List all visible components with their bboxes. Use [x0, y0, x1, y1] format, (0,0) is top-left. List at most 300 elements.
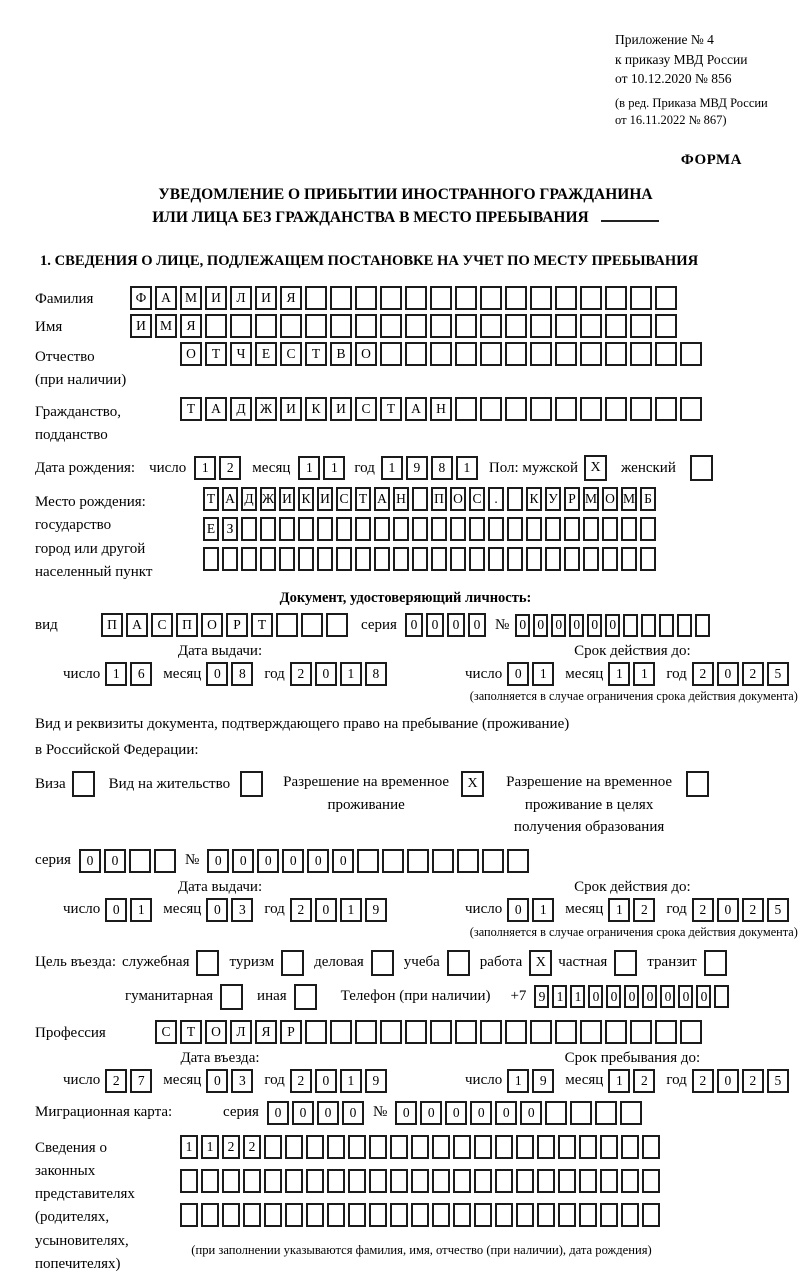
residence-issue-year-cells[interactable] [290, 898, 390, 922]
char-cell[interactable] [330, 1020, 352, 1044]
char-cell[interactable]: 0 [207, 849, 229, 873]
char-cell[interactable] [355, 286, 377, 310]
char-cell[interactable]: 2 [243, 1135, 261, 1159]
char-cell[interactable] [222, 547, 238, 571]
char-cell[interactable]: И [279, 487, 295, 511]
char-cell[interactable]: 0 [507, 898, 529, 922]
char-cell[interactable] [203, 547, 219, 571]
residence-number-cells[interactable] [207, 849, 532, 873]
char-cell[interactable] [230, 314, 252, 338]
char-cell[interactable] [380, 342, 402, 366]
char-cell[interactable]: 3 [231, 898, 253, 922]
migration-number-cells[interactable] [395, 1101, 645, 1125]
char-cell[interactable] [564, 547, 580, 571]
char-cell[interactable] [602, 547, 618, 571]
char-cell[interactable]: 1 [507, 1069, 529, 1093]
char-cell[interactable] [655, 342, 677, 366]
char-cell[interactable] [605, 342, 627, 366]
char-cell[interactable] [336, 517, 352, 541]
patronymic-cells[interactable] [180, 342, 705, 366]
char-cell[interactable] [205, 314, 227, 338]
char-cell[interactable] [623, 614, 638, 637]
char-cell[interactable]: А [374, 487, 390, 511]
char-cell[interactable] [600, 1135, 618, 1159]
char-cell[interactable]: Т [205, 342, 227, 366]
char-cell[interactable] [690, 455, 713, 481]
char-cell[interactable]: 5 [767, 898, 789, 922]
char-cell[interactable]: 9 [532, 1069, 554, 1093]
char-cell[interactable] [507, 849, 529, 873]
issue-year-cells[interactable] [290, 662, 390, 686]
char-cell[interactable] [447, 950, 470, 976]
char-cell[interactable] [630, 286, 652, 310]
char-cell[interactable]: К [526, 487, 542, 511]
char-cell[interactable] [537, 1169, 555, 1193]
char-cell[interactable]: 1 [201, 1135, 219, 1159]
char-cell[interactable] [355, 547, 371, 571]
char-cell[interactable] [580, 314, 602, 338]
char-cell[interactable] [480, 314, 502, 338]
char-cell[interactable]: 1 [105, 662, 127, 686]
char-cell[interactable] [430, 286, 452, 310]
char-cell[interactable] [570, 1101, 592, 1125]
char-cell[interactable] [180, 1169, 198, 1193]
char-cell[interactable]: 2 [692, 898, 714, 922]
char-cell[interactable]: 2 [742, 898, 764, 922]
char-cell[interactable]: Н [393, 487, 409, 511]
char-cell[interactable]: В [330, 342, 352, 366]
char-cell[interactable]: 0 [495, 1101, 517, 1125]
char-cell[interactable] [196, 950, 219, 976]
char-cell[interactable] [243, 1203, 261, 1227]
citizenship-cells[interactable] [180, 397, 705, 421]
char-cell[interactable] [488, 547, 504, 571]
char-cell[interactable] [260, 547, 276, 571]
temp-residence-checkbox[interactable] [461, 771, 484, 797]
char-cell[interactable] [430, 1020, 452, 1044]
residence-issue-month-cells[interactable] [206, 898, 256, 922]
birth-month-cells[interactable] [298, 456, 348, 480]
char-cell[interactable]: 0 [447, 613, 465, 637]
char-cell[interactable] [530, 397, 552, 421]
firstname-cells[interactable] [130, 314, 680, 338]
purpose-study-checkbox[interactable] [447, 950, 470, 976]
char-cell[interactable]: Ж [255, 397, 277, 421]
char-cell[interactable] [507, 517, 523, 541]
char-cell[interactable]: Я [180, 314, 202, 338]
char-cell[interactable] [686, 771, 709, 797]
char-cell[interactable] [431, 517, 447, 541]
char-cell[interactable]: Т [355, 487, 371, 511]
char-cell[interactable]: 5 [767, 1069, 789, 1093]
char-cell[interactable] [714, 985, 729, 1008]
representatives-cells-2[interactable] [180, 1169, 663, 1193]
char-cell[interactable]: 7 [130, 1069, 152, 1093]
char-cell[interactable] [357, 849, 379, 873]
char-cell[interactable] [243, 1169, 261, 1193]
char-cell[interactable]: 1 [552, 985, 567, 1008]
char-cell[interactable] [432, 1203, 450, 1227]
char-cell[interactable] [453, 1203, 471, 1227]
sex-female-checkbox[interactable] [690, 455, 713, 481]
issue-month-cells[interactable] [206, 662, 256, 686]
char-cell[interactable]: Л [230, 1020, 252, 1044]
char-cell[interactable] [450, 517, 466, 541]
char-cell[interactable] [411, 1203, 429, 1227]
char-cell[interactable]: 0 [257, 849, 279, 873]
birth-day-cells[interactable] [194, 456, 244, 480]
char-cell[interactable]: 1 [340, 1069, 362, 1093]
char-cell[interactable] [405, 314, 427, 338]
sex-male-checkbox[interactable] [584, 455, 607, 481]
char-cell[interactable]: 0 [551, 614, 566, 637]
char-cell[interactable] [505, 342, 527, 366]
char-cell[interactable] [380, 286, 402, 310]
char-cell[interactable] [537, 1135, 555, 1159]
char-cell[interactable] [655, 286, 677, 310]
char-cell[interactable] [326, 613, 348, 637]
stay-month-cells[interactable] [608, 1069, 658, 1093]
char-cell[interactable]: Т [180, 397, 202, 421]
issue-day-cells[interactable] [105, 662, 155, 686]
char-cell[interactable] [393, 517, 409, 541]
char-cell[interactable]: 0 [533, 614, 548, 637]
phone-cells[interactable] [534, 985, 732, 1008]
char-cell[interactable] [405, 342, 427, 366]
char-cell[interactable] [241, 517, 257, 541]
char-cell[interactable]: 0 [420, 1101, 442, 1125]
char-cell[interactable]: 0 [342, 1101, 364, 1125]
char-cell[interactable] [432, 1169, 450, 1193]
char-cell[interactable] [317, 517, 333, 541]
char-cell[interactable] [505, 397, 527, 421]
char-cell[interactable] [655, 397, 677, 421]
char-cell[interactable]: 0 [282, 849, 304, 873]
stay-day-cells[interactable] [507, 1069, 557, 1093]
char-cell[interactable]: 0 [206, 662, 228, 686]
char-cell[interactable]: 0 [405, 613, 423, 637]
char-cell[interactable] [580, 397, 602, 421]
char-cell[interactable]: 2 [692, 662, 714, 686]
char-cell[interactable] [374, 517, 390, 541]
char-cell[interactable]: 0 [468, 613, 486, 637]
char-cell[interactable]: А [222, 487, 238, 511]
char-cell[interactable]: 1 [633, 662, 655, 686]
residence-series-cells[interactable] [79, 849, 179, 873]
expiry-month-cells[interactable] [608, 662, 658, 686]
char-cell[interactable]: Ч [230, 342, 252, 366]
char-cell[interactable]: 3 [231, 1069, 253, 1093]
char-cell[interactable] [455, 1020, 477, 1044]
char-cell[interactable] [371, 950, 394, 976]
char-cell[interactable] [327, 1169, 345, 1193]
surname-cells[interactable] [130, 286, 680, 310]
char-cell[interactable]: 0 [315, 898, 337, 922]
char-cell[interactable]: 8 [231, 662, 253, 686]
char-cell[interactable] [220, 984, 243, 1010]
char-cell[interactable] [580, 1020, 602, 1044]
char-cell[interactable] [405, 286, 427, 310]
char-cell[interactable] [430, 314, 452, 338]
char-cell[interactable]: И [130, 314, 152, 338]
char-cell[interactable]: 0 [624, 985, 639, 1008]
representatives-cells-1[interactable] [180, 1135, 663, 1159]
char-cell[interactable]: А [205, 397, 227, 421]
char-cell[interactable] [240, 771, 263, 797]
char-cell[interactable] [411, 1169, 429, 1193]
char-cell[interactable] [298, 547, 314, 571]
char-cell[interactable] [327, 1203, 345, 1227]
char-cell[interactable] [327, 1135, 345, 1159]
char-cell[interactable] [555, 397, 577, 421]
char-cell[interactable] [600, 1203, 618, 1227]
char-cell[interactable]: 1 [608, 1069, 630, 1093]
char-cell[interactable] [614, 950, 637, 976]
char-cell[interactable] [505, 1020, 527, 1044]
char-cell[interactable]: 1 [570, 985, 585, 1008]
char-cell[interactable]: 0 [605, 614, 620, 637]
char-cell[interactable]: О [450, 487, 466, 511]
char-cell[interactable] [285, 1203, 303, 1227]
char-cell[interactable] [280, 314, 302, 338]
char-cell[interactable] [564, 517, 580, 541]
char-cell[interactable] [480, 1020, 502, 1044]
char-cell[interactable]: И [255, 286, 277, 310]
char-cell[interactable] [369, 1203, 387, 1227]
char-cell[interactable] [276, 613, 298, 637]
char-cell[interactable] [641, 614, 656, 637]
char-cell[interactable] [580, 342, 602, 366]
char-cell[interactable]: Т [380, 397, 402, 421]
char-cell[interactable]: У [545, 487, 561, 511]
char-cell[interactable] [579, 1135, 597, 1159]
char-cell[interactable] [495, 1169, 513, 1193]
char-cell[interactable] [330, 314, 352, 338]
purpose-humanitarian-checkbox[interactable] [220, 984, 243, 1010]
char-cell[interactable]: С [151, 613, 173, 637]
char-cell[interactable] [306, 1169, 324, 1193]
char-cell[interactable] [455, 286, 477, 310]
char-cell[interactable] [530, 314, 552, 338]
entry-month-cells[interactable] [206, 1069, 256, 1093]
char-cell[interactable]: 2 [633, 898, 655, 922]
char-cell[interactable] [301, 613, 323, 637]
char-cell[interactable]: 2 [633, 1069, 655, 1093]
char-cell[interactable] [412, 517, 428, 541]
char-cell[interactable]: К [305, 397, 327, 421]
purpose-other-checkbox[interactable] [294, 984, 317, 1010]
char-cell[interactable] [642, 1169, 660, 1193]
char-cell[interactable]: 8 [431, 456, 453, 480]
char-cell[interactable]: 0 [470, 1101, 492, 1125]
doc-type-cells[interactable] [101, 613, 351, 637]
entry-year-cells[interactable] [290, 1069, 390, 1093]
char-cell[interactable]: X [529, 950, 552, 976]
char-cell[interactable] [264, 1169, 282, 1193]
char-cell[interactable] [348, 1203, 366, 1227]
char-cell[interactable]: Ф [130, 286, 152, 310]
char-cell[interactable]: Д [241, 487, 257, 511]
char-cell[interactable]: 0 [678, 985, 693, 1008]
char-cell[interactable]: 2 [105, 1069, 127, 1093]
char-cell[interactable] [201, 1169, 219, 1193]
char-cell[interactable]: Л [230, 286, 252, 310]
char-cell[interactable] [704, 950, 727, 976]
char-cell[interactable]: Р [564, 487, 580, 511]
char-cell[interactable]: 1 [298, 456, 320, 480]
char-cell[interactable] [640, 517, 656, 541]
char-cell[interactable] [530, 286, 552, 310]
char-cell[interactable] [154, 849, 176, 873]
char-cell[interactable] [621, 517, 637, 541]
char-cell[interactable]: 0 [104, 849, 126, 873]
char-cell[interactable] [380, 314, 402, 338]
char-cell[interactable] [580, 286, 602, 310]
char-cell[interactable] [469, 517, 485, 541]
char-cell[interactable]: 1 [456, 456, 478, 480]
representatives-cells-3[interactable] [180, 1203, 663, 1227]
char-cell[interactable] [621, 1203, 639, 1227]
char-cell[interactable] [480, 342, 502, 366]
char-cell[interactable] [411, 1135, 429, 1159]
char-cell[interactable]: 2 [692, 1069, 714, 1093]
char-cell[interactable] [294, 984, 317, 1010]
temp-residence-education-checkbox[interactable] [686, 771, 709, 797]
residence-expiry-day-cells[interactable] [507, 898, 557, 922]
char-cell[interactable]: 0 [105, 898, 127, 922]
char-cell[interactable] [516, 1169, 534, 1193]
char-cell[interactable] [474, 1169, 492, 1193]
char-cell[interactable] [305, 314, 327, 338]
char-cell[interactable] [507, 487, 523, 511]
char-cell[interactable] [390, 1203, 408, 1227]
char-cell[interactable] [600, 1169, 618, 1193]
char-cell[interactable]: З [222, 517, 238, 541]
char-cell[interactable]: Я [280, 286, 302, 310]
char-cell[interactable]: А [126, 613, 148, 637]
char-cell[interactable]: А [405, 397, 427, 421]
char-cell[interactable] [516, 1135, 534, 1159]
expiry-year-cells[interactable] [692, 662, 792, 686]
char-cell[interactable]: 0 [642, 985, 657, 1008]
purpose-official-checkbox[interactable] [196, 950, 219, 976]
char-cell[interactable] [621, 1169, 639, 1193]
char-cell[interactable] [469, 547, 485, 571]
purpose-private-checkbox[interactable] [614, 950, 637, 976]
char-cell[interactable] [306, 1203, 324, 1227]
char-cell[interactable]: 1 [608, 898, 630, 922]
char-cell[interactable] [480, 397, 502, 421]
char-cell[interactable] [507, 547, 523, 571]
char-cell[interactable]: О [201, 613, 223, 637]
char-cell[interactable] [621, 1135, 639, 1159]
char-cell[interactable]: 0 [606, 985, 621, 1008]
char-cell[interactable]: И [280, 397, 302, 421]
purpose-transit-checkbox[interactable] [704, 950, 727, 976]
char-cell[interactable]: 0 [206, 1069, 228, 1093]
char-cell[interactable]: Т [251, 613, 273, 637]
char-cell[interactable]: X [461, 771, 484, 797]
char-cell[interactable] [455, 314, 477, 338]
char-cell[interactable]: 1 [381, 456, 403, 480]
char-cell[interactable] [431, 547, 447, 571]
char-cell[interactable] [201, 1203, 219, 1227]
char-cell[interactable] [430, 342, 452, 366]
char-cell[interactable] [453, 1169, 471, 1193]
char-cell[interactable]: 2 [742, 1069, 764, 1093]
char-cell[interactable] [180, 1203, 198, 1227]
expiry-day-cells[interactable] [507, 662, 557, 686]
char-cell[interactable]: 1 [194, 456, 216, 480]
char-cell[interactable] [583, 547, 599, 571]
char-cell[interactable] [620, 1101, 642, 1125]
char-cell[interactable]: Ж [260, 487, 276, 511]
char-cell[interactable]: 0 [717, 662, 739, 686]
char-cell[interactable] [555, 286, 577, 310]
char-cell[interactable]: 0 [569, 614, 584, 637]
char-cell[interactable]: И [205, 286, 227, 310]
char-cell[interactable] [558, 1203, 576, 1227]
char-cell[interactable] [279, 517, 295, 541]
char-cell[interactable]: 0 [267, 1101, 289, 1125]
char-cell[interactable] [655, 314, 677, 338]
char-cell[interactable] [555, 342, 577, 366]
char-cell[interactable] [317, 547, 333, 571]
char-cell[interactable] [305, 1020, 327, 1044]
char-cell[interactable]: 0 [206, 898, 228, 922]
char-cell[interactable] [455, 342, 477, 366]
char-cell[interactable]: Т [305, 342, 327, 366]
birth-year-cells[interactable] [381, 456, 481, 480]
char-cell[interactable] [495, 1203, 513, 1227]
char-cell[interactable]: А [155, 286, 177, 310]
char-cell[interactable]: 0 [292, 1101, 314, 1125]
char-cell[interactable]: 2 [290, 662, 312, 686]
char-cell[interactable]: 0 [696, 985, 711, 1008]
char-cell[interactable] [680, 342, 702, 366]
char-cell[interactable]: 9 [406, 456, 428, 480]
char-cell[interactable] [579, 1169, 597, 1193]
char-cell[interactable]: 1 [608, 662, 630, 686]
residence-permit-checkbox[interactable] [240, 771, 263, 797]
char-cell[interactable] [393, 547, 409, 571]
char-cell[interactable] [488, 517, 504, 541]
char-cell[interactable] [621, 547, 637, 571]
char-cell[interactable]: 5 [767, 662, 789, 686]
char-cell[interactable] [630, 342, 652, 366]
char-cell[interactable]: 0 [660, 985, 675, 1008]
char-cell[interactable] [516, 1203, 534, 1227]
char-cell[interactable]: Р [226, 613, 248, 637]
char-cell[interactable]: 0 [232, 849, 254, 873]
char-cell[interactable]: О [205, 1020, 227, 1044]
char-cell[interactable] [605, 1020, 627, 1044]
char-cell[interactable]: 2 [290, 898, 312, 922]
char-cell[interactable] [495, 1135, 513, 1159]
char-cell[interactable]: 0 [332, 849, 354, 873]
purpose-business-checkbox[interactable] [371, 950, 394, 976]
char-cell[interactable]: 0 [588, 985, 603, 1008]
char-cell[interactable] [457, 849, 479, 873]
residence-expiry-month-cells[interactable] [608, 898, 658, 922]
char-cell[interactable]: 2 [742, 662, 764, 686]
char-cell[interactable] [474, 1203, 492, 1227]
char-cell[interactable] [558, 1135, 576, 1159]
char-cell[interactable] [380, 1020, 402, 1044]
char-cell[interactable]: 0 [515, 614, 530, 637]
char-cell[interactable] [390, 1135, 408, 1159]
char-cell[interactable] [526, 517, 542, 541]
